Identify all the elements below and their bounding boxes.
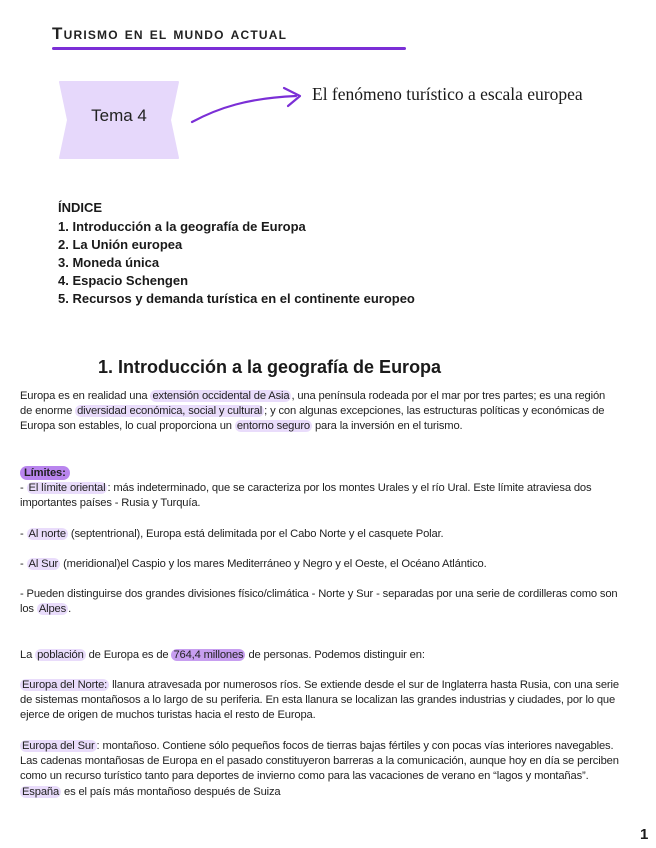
limites-block: Límites: - El límite oriental : más indeterminado, que se caracteriza por los montes Urales y el río Ural. Este límite atraviesa dos importantes países - Rusia y Turquía. <box>20 467 592 510</box>
highlight: España <box>22 785 60 798</box>
tema-subtitle: El fenómeno turístico a escala europea <box>312 84 583 104</box>
index-item: 4. Espacio Schengen <box>58 273 189 288</box>
highlight: Europa del Norte: <box>22 679 108 691</box>
page-number: 1 <box>640 826 649 843</box>
highlight: diversidad económica, social y cultural <box>77 405 263 418</box>
highlight: El límite oriental <box>28 482 106 495</box>
tema-label: Tema 4 <box>91 106 147 125</box>
europa-norte-paragraph: Europa del Norte: llanura atravesada por numerosos ríos. Se extiende desde el sur de Inglaterra hasta Rusia, con una serie de sistemas montañosos a lo largo de su periferia. En esta llanura se localizan las grandes industrias y ciudades, por lo que ejerce de origen de muchos turistas hacia el resto de Europa. <box>20 679 619 722</box>
index-item: 3. Moneda única <box>58 255 160 270</box>
highlight: Al norte <box>28 528 66 540</box>
index-item: 2. La Unión europea <box>58 237 183 252</box>
arrow-right-icon <box>188 82 308 130</box>
limites-tag: Límites: <box>20 466 70 480</box>
divisiones-paragraph: - Pueden distinguirse dos grandes divisiones físico/climática - Norte y Sur - separadas por una serie de cordilleras como son los Alpes . <box>20 588 618 616</box>
intro-paragraph: Europa es en realidad una extensión occidental de Asia , una península rodeada por el mar por tres partes; es una región de enorme diversidad económica, social y cultural ; y con algunas excepciones, las estructuras políticas y económicas de Europa son estables, lo cual proporciona un entorno seguro para la inversión en el turismo. <box>20 390 606 433</box>
poblacion-paragraph: La población de Europa es de 764,4 millones de personas. Podemos distinguir en: <box>20 649 425 661</box>
highlight: Al Sur <box>28 558 59 570</box>
highlight: población <box>37 649 84 661</box>
section-title: 1. Introducción a la geografía de Europa <box>98 357 442 377</box>
index-heading: ÍNDICE <box>58 200 103 215</box>
index-item: 5. Recursos y demanda turística en el continente europeo <box>58 291 415 306</box>
limite-sur: - Al Sur (meridional)el Caspio y los mares Mediterráneo y Negro y el Oeste, el Océano Atlántico. <box>20 558 487 570</box>
highlight: Europa del Sur <box>22 740 95 752</box>
highlight-strong: 764,4 millones <box>173 649 244 661</box>
limite-norte: - Al norte (septentrional), Europa está delimitada por el Cabo Norte y el casquete Polar. <box>20 528 444 540</box>
title-underline <box>52 47 406 50</box>
index-item: 1. Introducción a la geografía de Europa <box>58 219 306 234</box>
europa-sur-paragraph: Europa del Sur : montañoso. Contiene sólo pequeños focos de tierras bajas fértiles y con pocas vías interiores navegables. Las cadenas montañosas de Europa en el pasado constituyeron barreras a la comunicación, aunque hoy en día se perciben como un recurso turístico tanto para deportes de invierno como para las vacaciones de verano en “lagos y montañas”. España es el país más montañoso después de Suiza <box>20 740 619 798</box>
highlight: entorno seguro <box>236 420 310 433</box>
index-list <box>58 218 415 308</box>
highlight: Alpes <box>38 603 67 616</box>
course-title: Turismo en el mundo actual <box>52 24 288 43</box>
highlight: extensión occidental de Asia <box>152 390 290 402</box>
